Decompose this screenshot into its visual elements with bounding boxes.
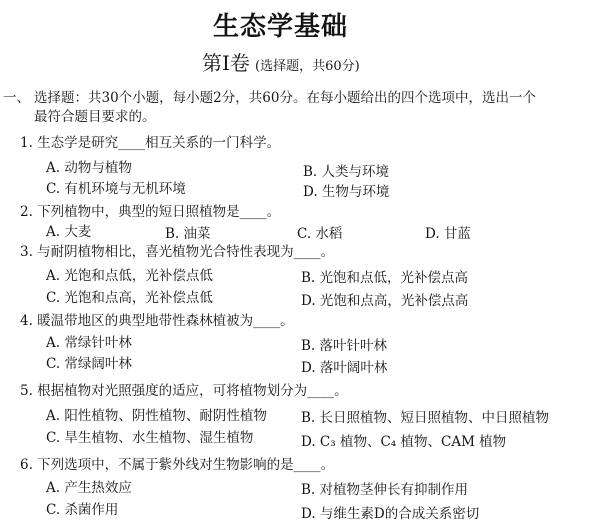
question-stem: 2. 下列植物中，典型的短日照植物是____。 bbox=[20, 204, 281, 220]
option-b: B. 光饱和点低，光补偿点高 bbox=[301, 270, 469, 286]
option-b: B. 油菜 bbox=[165, 226, 211, 242]
option-d: D. 落叶阔叶林 bbox=[301, 360, 388, 376]
volume-note: (选择题，共60分) bbox=[255, 59, 360, 74]
option-a: A. 常绿针叶林 bbox=[46, 335, 132, 351]
question-stem: 6. 下列选项中，不属于紫外线对生物影响的是____。 bbox=[20, 457, 335, 473]
option-b: B. 长日照植物、短日照植物、中日照植物 bbox=[301, 410, 550, 426]
question-stem: 1. 生态学是研究____相互关系的一门科学。 bbox=[20, 135, 281, 151]
option-b: B. 人类与环境 bbox=[303, 164, 390, 180]
question-stem: 3. 与耐阴植物相比，喜光植物光合特性表现为____。 bbox=[20, 244, 335, 260]
page-title: 生态学基础 bbox=[213, 12, 349, 42]
option-a: A. 阳性植物、阴性植物、耐阴性植物 bbox=[46, 408, 267, 424]
option-c: C. 旱生植物、水生植物、湿生植物 bbox=[46, 430, 254, 446]
section-instructions-line1: 选择题：共30个小题，每小题2分，共60分。在每小题给出的四个选项中，选出一个 bbox=[34, 90, 536, 106]
option-b: B. 对植物茎伸长有抑制作用 bbox=[301, 482, 469, 498]
option-c: C. 水稻 bbox=[297, 226, 343, 242]
question-stem: 5. 根据植物对光照强度的适应，可将植物划分为____。 bbox=[20, 383, 348, 399]
section-instructions-line2: 最符合题目要求的。 bbox=[34, 109, 156, 125]
option-c: C. 杀菌作用 bbox=[46, 502, 119, 518]
option-a: A. 光饱和点低，光补偿点低 bbox=[46, 268, 213, 284]
option-d: D. 光饱和点高，光补偿点高 bbox=[301, 293, 469, 309]
option-a: A. 动物与植物 bbox=[46, 160, 132, 176]
option-a: A. 大麦 bbox=[46, 224, 92, 240]
option-d: D. C₃ 植物、C₄ 植物、CAM 植物 bbox=[301, 434, 507, 450]
option-d: D. 与维生素D的合成关系密切 bbox=[301, 506, 480, 522]
option-b: B. 落叶针叶林 bbox=[301, 338, 388, 354]
volume-heading bbox=[202, 47, 360, 76]
section-label: 一、 bbox=[3, 90, 30, 106]
option-d: D. 甘蓝 bbox=[425, 226, 471, 242]
option-c: C. 常绿阔叶林 bbox=[46, 356, 132, 372]
question-stem: 4. 暖温带地区的典型地带性森林植被为____。 bbox=[20, 313, 294, 329]
option-c: C. 有机环境与无机环境 bbox=[46, 181, 186, 197]
option-a: A. 产生热效应 bbox=[46, 480, 132, 496]
option-c: C. 光饱和点高，光补偿点低 bbox=[46, 290, 213, 306]
volume-label: 第Ⅰ卷 bbox=[202, 51, 250, 75]
option-d: D. 生物与环境 bbox=[303, 184, 390, 200]
